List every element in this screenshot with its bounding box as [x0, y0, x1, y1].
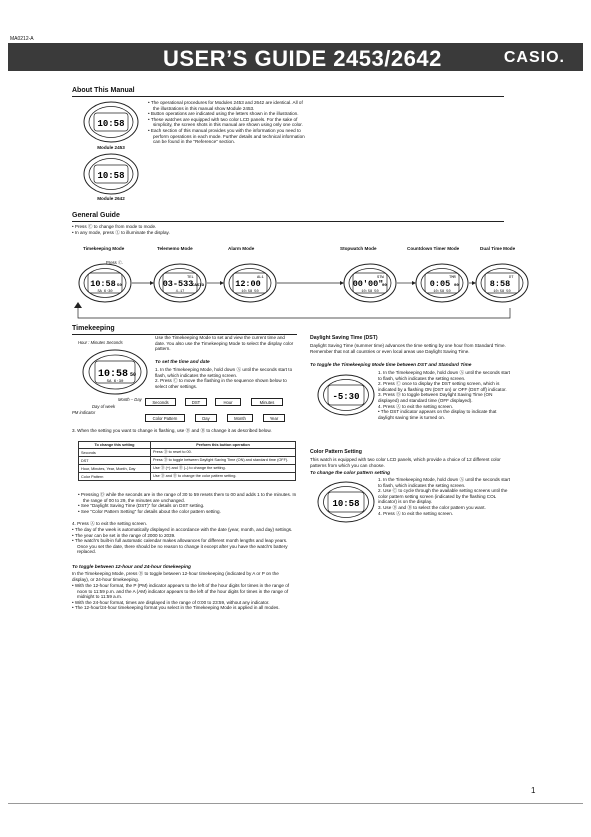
- mode-indicator: TMR: [449, 276, 456, 280]
- mode-watch-5: [416, 264, 468, 302]
- module-2453-caption: Module 2453: [97, 145, 125, 150]
- arrow-head-icon: [150, 281, 154, 285]
- svg-text:10:58: 10:58: [97, 119, 125, 129]
- mode-watch-2: [154, 264, 206, 302]
- calendar-note: • The watch's built-in full automatic calendar makes allowances for different month lengths and leap years. Once you set the date, there should be no reason to change it except after you have the watch's battery replaced.: [72, 538, 297, 555]
- mode-sub-digits: 00: [454, 284, 459, 288]
- table-header-row: [79, 442, 296, 449]
- module-2642-caption: Module 2642: [97, 196, 125, 201]
- mode-main-digits: 00'00": [352, 279, 384, 289]
- mode-label-telememo: Telememo Mode: [157, 246, 193, 251]
- bottom-rule: [8, 803, 583, 804]
- press-c-label: Press Ⓒ.: [106, 260, 124, 265]
- svg-text:10:58: 10:58: [97, 369, 129, 380]
- table-row: [79, 473, 296, 481]
- toggle-12-24-bullets: [72, 583, 297, 611]
- table-header: To change this setting: [79, 442, 151, 449]
- mode-main-digits: 0:05: [429, 279, 451, 289]
- dst-steps: [378, 370, 513, 420]
- mode-watch-4: [344, 264, 396, 302]
- table-header: Perform this button operation: [151, 442, 296, 449]
- table-cell: Use Ⓓ and Ⓑ to change the color pattern setting.: [151, 473, 296, 481]
- flow-dst: DST: [185, 398, 207, 406]
- mode-label-timekeeping: Timekeeping Mode: [83, 246, 125, 251]
- mode-bottom-text: 4-17: [175, 290, 185, 294]
- table-row: [79, 465, 296, 473]
- mode-label-dual-time: Dual Time Mode: [480, 246, 516, 251]
- title-banner: [8, 43, 583, 71]
- general-guide-heading: General Guide: [72, 212, 120, 219]
- mode-label-alarm: Alarm Mode: [228, 246, 255, 251]
- page-number: 1: [531, 786, 536, 795]
- module-2453-watch-icon: [82, 100, 140, 144]
- note: • Pressing Ⓓ while the seconds are in the range of 30 to 59 resets them to 00 and adds 1 to the minutes. In the range of 00 to 29, the minutes are unchanged.: [78, 492, 298, 503]
- color-steps: [378, 477, 513, 516]
- svg-text:SA 6·30: SA 6·30: [106, 380, 124, 384]
- mode-label-stopwatch: Stopwatch Mode: [340, 246, 377, 251]
- about-bullet: • Button operations are indicated using the letters shown in the illustration.: [148, 111, 308, 117]
- dst-watch-icon: [315, 372, 377, 418]
- flow-minutes: Minutes: [251, 398, 283, 406]
- mode-main-digits: 03-533: [162, 279, 194, 289]
- color-step: 1. In the Timekeeping Mode, hold down Ⓐ until the seconds start to flash, which indicates the setting screen.: [378, 477, 511, 488]
- setting-notes: [78, 492, 298, 514]
- table-cell: Press Ⓓ to toggle between Daylight Saving Time (ON) and standard time (OFF).: [151, 457, 296, 465]
- general-bullet: • In any mode, press Ⓛ to illuminate the display.: [72, 230, 372, 236]
- flow-month: Month: [227, 414, 253, 422]
- table-cell: Color Pattern: [79, 473, 151, 481]
- table-row: [79, 457, 296, 465]
- toggle-12-24-text: In the Timekeeping Mode, press Ⓓ to toggle between 12-hour timekeeping (indicated by A or P on the display), or 24-hour timekeeping.: [72, 571, 279, 582]
- dst-text: Daylight Saving Time (summer time) advances the time setting by one hour from Standard Time. Remember that not all countries or even local areas use Daylight Saving Time.: [310, 343, 506, 354]
- dst-step: 4. Press Ⓐ to exit the setting screen.: [378, 403, 454, 409]
- set-step: 2. Press Ⓒ to move the flashing in the sequence shown below to select other settings.: [155, 378, 287, 389]
- flow-day: Day: [195, 414, 217, 422]
- color-heading: Color Pattern Setting: [310, 449, 362, 455]
- set-time-heading: To set the time and date: [155, 360, 210, 365]
- brand-logo: CASIO.: [503, 49, 565, 66]
- mode-watch-3: [224, 264, 276, 302]
- timekeeping-intro: Use the Timekeeping Mode to set and view the current time and date. You also use the Timekeeping Mode to select the display color pattern.: [155, 335, 294, 352]
- svg-text:-5:30: -5:30: [332, 392, 360, 402]
- table-row: [79, 449, 296, 457]
- label-hour-minutes-seconds: Hour : Minutes Seconds: [78, 340, 123, 345]
- step-4: 4. Press Ⓐ to exit the setting screen.: [72, 521, 148, 526]
- color-pattern-watch-icon: [315, 479, 377, 525]
- about-rule: [72, 96, 504, 97]
- dst-step: 3. Press Ⓓ to toggle between Daylight Saving Time (ON displayed) and standard time (OFF displayed).: [378, 392, 493, 403]
- flow-seconds: Seconds: [145, 398, 176, 406]
- dst-heading: Daylight Saving Time (DST): [310, 335, 378, 341]
- step-3: 3. When the setting you want to change is flashing, use Ⓓ and Ⓑ to change it as described below.: [72, 428, 272, 433]
- settings-table: [78, 441, 296, 481]
- about-bullet: • Each section of this manual provides you with the information you need to perform operations in each mode. Further details and technical information can be found in the "Reference" section.: [148, 128, 308, 145]
- note: • See "Color Pattern Setting" for details about the color pattern setting.: [78, 509, 298, 515]
- dst-step: 1. In the Timekeeping Mode, hold down Ⓐ until the seconds start to flash, which indicates the setting screen.: [378, 370, 511, 381]
- mode-main-digits: 12:00: [235, 279, 261, 289]
- mode-watch-6: [476, 264, 528, 302]
- about-heading: About This Manual: [72, 87, 135, 94]
- table-cell: Use Ⓓ (+) and Ⓑ (–) to change the setting.: [151, 465, 296, 473]
- calendar-note: • The day of the week is automatically displayed in accordance with the date (year, month, and day) settings.: [72, 527, 297, 533]
- table-cell: DST: [79, 457, 151, 465]
- mode-main-digits: 10:58: [90, 279, 116, 289]
- mode-bottom-text: 10:58 50: [361, 290, 379, 294]
- mode-watch-1: [79, 264, 131, 302]
- dst-step: 2. Press Ⓒ once to display the DST setting screen, which is indicated by a flashing ON (DST on) or OFF (DST off) indicator.: [378, 381, 507, 392]
- arrow-head-icon: [220, 281, 224, 285]
- setting-sequence-flow: [145, 398, 300, 424]
- dst-note: • The DST indicator appears on the display to indicate that daylight saving time is turned on.: [378, 409, 497, 420]
- table-cell: Seconds: [79, 449, 151, 457]
- mode-bottom-text: SA 6·30: [97, 290, 113, 294]
- mode-indicator: TEL: [187, 276, 194, 280]
- set-step: 1. In the Timekeeping Mode, hold down Ⓐ until the seconds start to flash, which indicates the setting screen.: [155, 367, 293, 378]
- toggle-12-24-heading: To toggle between 12-hour and 24-hour timekeeping: [72, 565, 191, 570]
- table-cell: Press Ⓓ to reset to 00.: [151, 449, 296, 457]
- color-text: This watch is equipped with two color LCD panels, which provide a choice of 12 different color patterns from which you can choose.: [310, 457, 501, 468]
- note: • See "Daylight Saving Time (DST)" for details on DST setting.: [78, 503, 298, 509]
- calendar-note: • The year can be set in the range of 2000 to 2039.: [72, 533, 297, 539]
- arrow-head-icon: [412, 281, 416, 285]
- document-code: MA0212-A: [10, 36, 34, 42]
- svg-text:10:58: 10:58: [332, 499, 360, 509]
- general-bullets: [72, 224, 372, 235]
- label-month-day: Month – Day: [118, 397, 142, 402]
- color-change-heading: To change the color pattern setting: [310, 471, 391, 476]
- mode-sub-digits: 50: [117, 284, 122, 288]
- svg-text:10:58: 10:58: [97, 171, 125, 181]
- general-bullet: • Press Ⓒ to change from mode to mode.: [72, 224, 372, 230]
- flow-year: Year: [263, 414, 285, 422]
- color-step: 4. Press Ⓐ to exit the setting screen.: [378, 510, 454, 516]
- about-bullet: • The operational procedures for Modules 2453 and 2642 are identical. All of the illustrations in this manual show Module 2453.: [148, 100, 308, 111]
- mode-indicator: AL1: [257, 276, 264, 280]
- mode-bottom-text: 10:58 50: [241, 290, 259, 294]
- table-cell: Hour, Minutes, Year, Month, Day: [79, 465, 151, 473]
- about-bullet: • These watches are equipped with two color LCD panels. For the sake of simplicity, the screen shots in this manual are shown using only one color.: [148, 117, 308, 128]
- mode-sub-digits: CASIO: [192, 284, 205, 288]
- module-2642-watch-icon: [82, 152, 140, 196]
- about-bullets: [148, 100, 308, 145]
- arrow-head-icon: [340, 281, 344, 285]
- mode-bottom-text: 10:58 50: [493, 290, 511, 294]
- color-step: 3. Use Ⓓ and Ⓑ to select the color pattern you want.: [378, 504, 486, 510]
- mode-label-countdown: Countdown Timer Mode: [407, 246, 460, 251]
- general-rule: [72, 221, 504, 222]
- toggle-bullet: • With the 24-hour format, times are displayed in the range of 0:00 to 23:59, without any indicator.: [72, 600, 297, 606]
- timekeeping-heading: Timekeeping: [72, 325, 115, 332]
- flow-color-pattern: Color Pattern: [145, 414, 185, 422]
- color-step: 2. Use Ⓒ to cycle through the available setting screens until the color pattern setting screen (indicated by the flashing COL indicator) is on the display.: [378, 488, 508, 505]
- set-time-steps: [155, 367, 295, 389]
- toggle-bullet: • The 12-hour/24-hour timekeeping format you select in the Timekeeping Mode is applied in all modes.: [72, 605, 297, 611]
- timekeeping-watch-icon: [80, 347, 150, 397]
- page-title: USER’S GUIDE 2453/2642: [163, 46, 442, 71]
- mode-sub-digits: 00: [382, 284, 387, 288]
- mode-indicator: STW: [377, 276, 384, 280]
- dst-toggle-heading: To toggle the Timekeeping Mode time between DST and Standard Time: [310, 363, 472, 368]
- calendar-notes: [72, 527, 297, 555]
- svg-text:50: 50: [130, 372, 137, 378]
- label-day-of-week: Day of week: [92, 404, 116, 409]
- label-pm-indicator: PM indicator: [72, 410, 96, 415]
- mode-sequence-diagram: [70, 258, 530, 323]
- mode-bottom-text: 10:58 50: [433, 290, 451, 294]
- mode-main-digits: 8:58: [489, 279, 511, 289]
- flow-hour: Hour: [215, 398, 241, 406]
- arrow-head-icon: [472, 281, 476, 285]
- toggle-bullet: • With the 12-hour format, the P (PM) indicator appears to the left of the hour digits for times in the range of noon to 11:59 p.m. and the A (AM) indicator appears to the left of the hour digits for times in the range of midnight to 11:59 a.m.: [72, 583, 297, 600]
- mode-indicator: DT: [509, 276, 514, 280]
